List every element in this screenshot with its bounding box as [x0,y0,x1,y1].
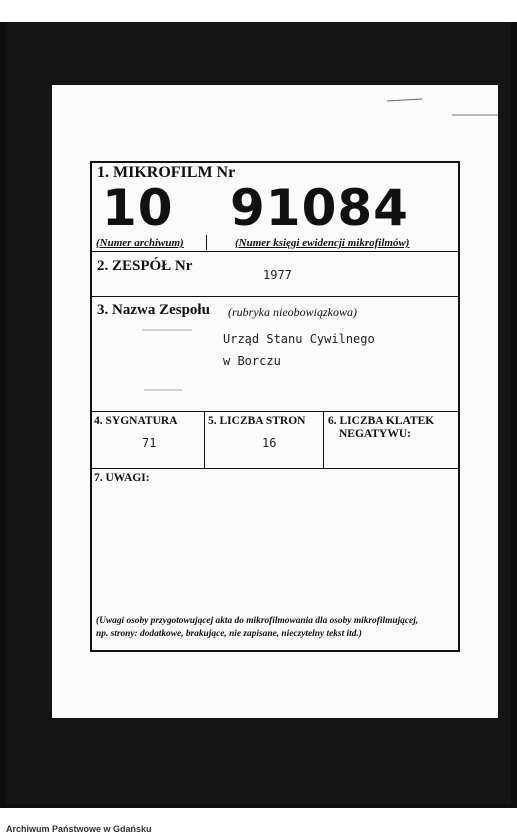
section-2-label: 2. ZESPÓŁ Nr [97,258,193,274]
fond-number: 1977 [263,268,292,282]
remarks-note-line-2: np. strony: dodatkowe, brakujące, nie zapisane, nieczytelny tekst itd.) [96,629,362,639]
archive-number-caption: (Numer archiwum) [96,237,184,249]
fond-name-line-1: Urząd Stanu Cywilnego [223,332,375,346]
section-1-label: 1. MIKROFILM Nr [97,164,236,181]
section-7-remarks [92,469,458,650]
section-2-fond [92,252,458,297]
film-top-edge [0,0,517,22]
section-7-label: 7. UWAGI: [94,472,150,484]
archive-number: 10 [102,179,174,237]
pages-value: 16 [262,436,277,450]
column-divider-2 [323,412,324,468]
section-3-label: 3. Nazwa Zespołu [97,302,210,318]
column-divider-1 [204,412,205,468]
section-4-label: 4. SYGNATURA [94,415,178,427]
fond-name-line-2: w Borczu [223,354,281,368]
signature-value: 71 [142,436,157,450]
section-3-fond-name [92,297,458,412]
section-1-microfilm [92,163,458,252]
ledger-number: 91084 [230,179,409,237]
section-6-label-line-1: 6. LICZBA KLATEK [328,415,435,427]
section-6-label-line-2: NEGATYWU: [339,428,411,440]
section-3-note: (rubryka nieobowiązkowa) [228,305,357,319]
remarks-note-line-1: (Uwagi osoby przygotowującej akta do mikrofilmowania dla osoby mikrofilmującej, [96,616,419,626]
section-4-6-counts [92,412,458,469]
section-5-label: 5. LICZBA STRON [208,415,306,427]
microfilm-form [90,161,460,652]
caption-divider [206,235,207,250]
institution-credit: Archiwum Państwowe w Gdańsku [6,824,152,834]
ledger-number-caption: (Numer księgi ewidencji mikrofilmów) [235,237,410,249]
